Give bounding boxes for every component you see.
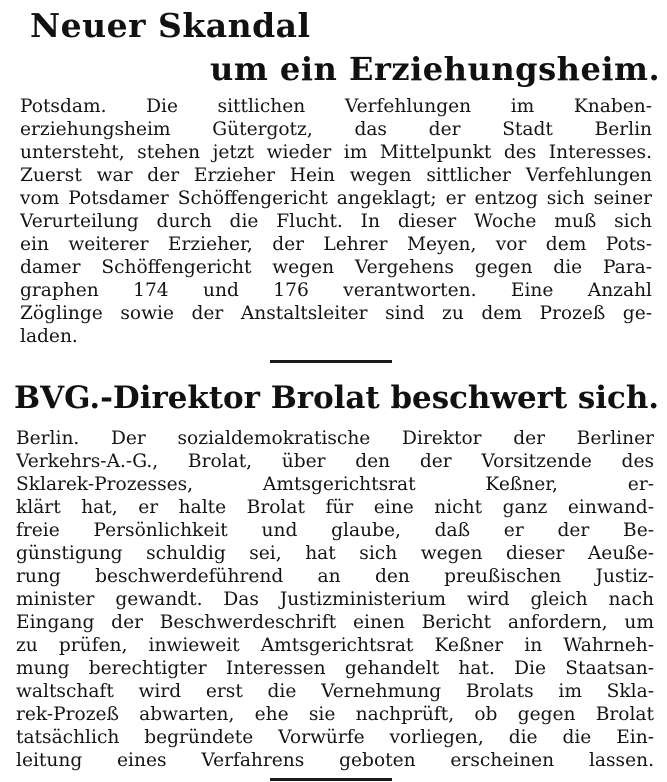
article2-text-line: minister gewandt. Das Justizministerium wird gleich nach (16, 589, 654, 610)
article1-text-line: Zuerst war der Erzieher Hein wegen sittlicher Verfehlungen (20, 165, 652, 186)
article2-text-line: rung beschwerdeführend an den preußischen Justiz- (16, 566, 654, 587)
article1-text-line: erziehungsheim Gütergotz, das der Stadt Berlin (20, 119, 652, 140)
article1-text-line: damer Schöffengericht wegen Vergehens gegen die Para- (20, 257, 652, 278)
article1-text-line: ein weiterer Erzieher, der Lehrer Meyen, vor dem Pots- (20, 234, 652, 255)
article2-text-line: günstigung schuldig sei, hat sich wegen dieser Aeuße- (16, 543, 654, 564)
article2-text-line: mung berechtigter Interessen gehandelt hat. Die Staatsan- (16, 658, 654, 679)
article2-text-line: leitung eines Verfahrens geboten erscheinen lassen. (16, 750, 654, 771)
article1-text-line: Zöglinge sowie der Anstaltsleiter sind zu dem Prozeß ge- (20, 303, 652, 324)
section-divider (270, 360, 392, 363)
article1-text-line: laden. (20, 326, 78, 347)
article2-text-line: Sklarek-Prozesses, Amtsgerichtsrat Keßner, er- (16, 474, 654, 495)
article1-headline-line1: Neuer Skandal (30, 6, 311, 45)
article1-headline-line2: um ein Erziehungsheim. (210, 50, 661, 88)
article2-text-line: Eingang der Beschwerdeschrift einen Bericht anfordern, um (16, 612, 654, 633)
article2-text-line: Verkehrs-A.-G., Brolat, über den der Vorsitzende des (16, 451, 654, 472)
article1-text-line: Potsdam. Die sittlichen Verfehlungen im Knaben- (20, 96, 652, 117)
article1-text-line: Verurteilung durch die Flucht. In dieser Woche muß sich (20, 211, 652, 232)
article2-text-line: klärt hat, er halte Brolat für eine nicht ganz einwand- (16, 497, 654, 518)
article2-text-line: waltschaft wird erst die Vernehmung Brolats im Skla- (16, 681, 654, 702)
article2-text-line: zu prüfen, inwieweit Amtsgerichtsrat Keßner in Wahrneh- (16, 635, 654, 656)
article2-text-line: tatsächlich begründete Vorwürfe vorliegen, die die Ein- (16, 727, 654, 748)
article1-text-line: graphen 174 und 176 verantworten. Eine Anzahl (20, 280, 652, 301)
article1-text-line: untersteht, stehen jetzt wieder im Mittelpunkt des Interesses. (20, 142, 652, 163)
article1-text-line: vom Potsdamer Schöffengericht angeklagt; er entzog sich seiner (20, 188, 652, 209)
article2-text-line: freie Persönlichkeit und glaube, daß er der Be- (16, 520, 654, 541)
article2-headline: BVG.-Direktor Brolat beschwert sich. (14, 380, 660, 416)
article2-text-line: Berlin. Der sozialdemokratische Direktor der Berliner (16, 428, 654, 449)
bottom-divider (270, 778, 392, 781)
article2-text-line: rek-Prozeß abwarten, ehe sie nachprüft, ob gegen Brolat (16, 704, 654, 725)
